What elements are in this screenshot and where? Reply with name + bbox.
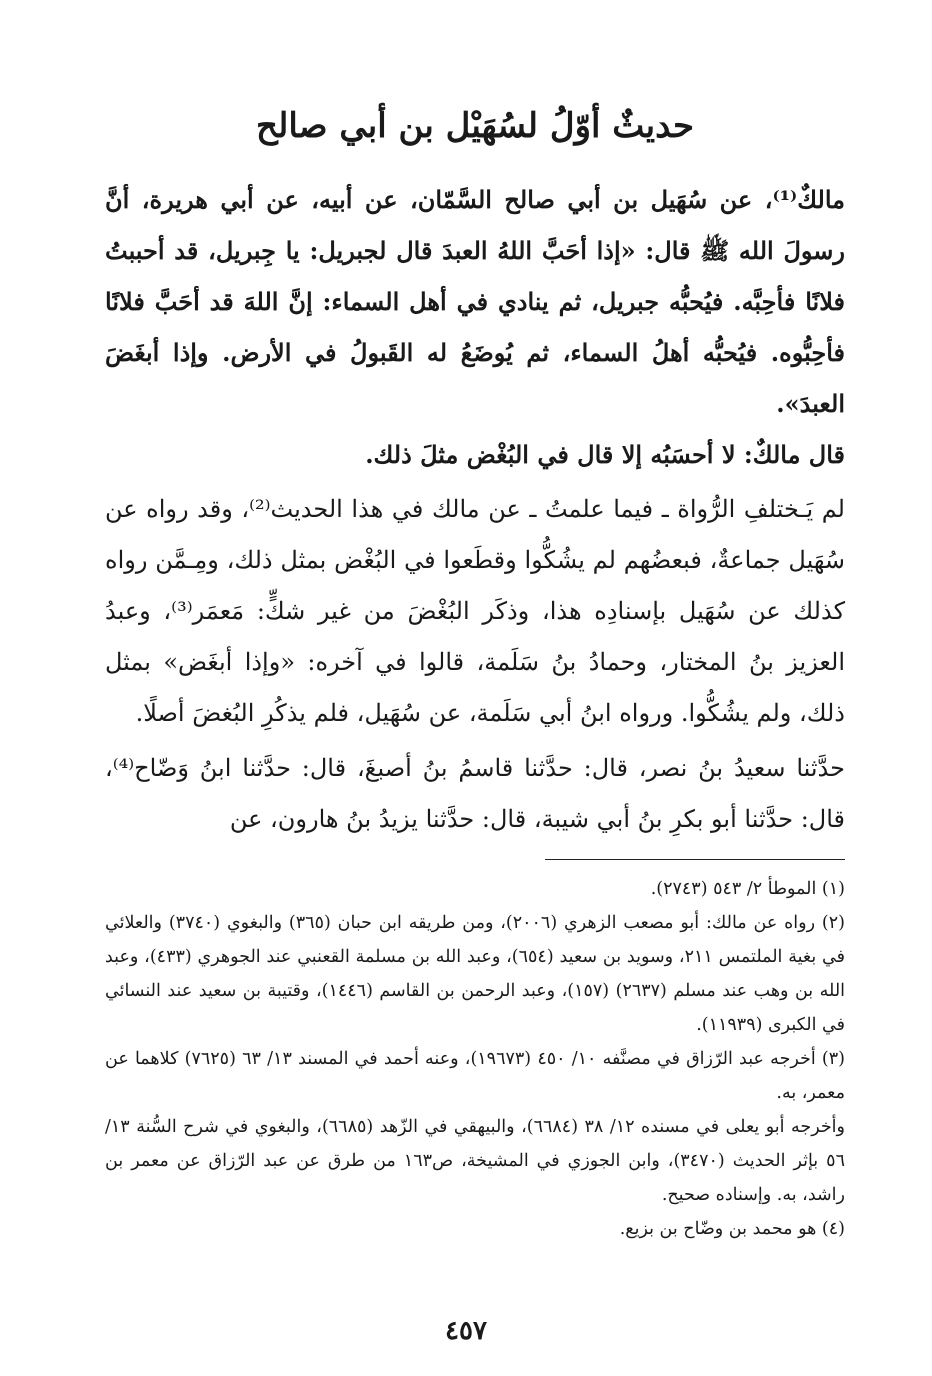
footnote-3: (٣) أخرجه عبد الرّزاق في مصنَّفه ١٠/ ٤٥٠ (١٩٦٧٣)، وعنه أحمد في المسند ١٣/ ٦٣ (٧٦٢٥) كلاهما عن معمر، به. <box>105 1049 845 1104</box>
footnotes <box>105 872 845 1246</box>
footnote-separator-wrap <box>105 845 845 872</box>
footnote-separator <box>545 859 845 860</box>
malik-comment: قال مالكٌ: لا أحسَبُه إلا قال في البُغْض مثلَ ذلك. <box>365 440 845 470</box>
chapter-title: حديثٌ أوّلُ لسُهَيْل بن أبي صالح <box>256 106 694 146</box>
footnote-4: (٤) هو محمد بن وضّاح بن بزيع. <box>619 1219 845 1240</box>
book-page <box>105 70 845 1360</box>
isnad-paragraph: حدَّثنا سعيدُ بنُ نصر، قال: حدَّثنا قاسمُ بنُ أصبغَ، قال: حدَّثنا ابنُ وَضّاح⁽⁴⁾، قال: حدَّثنا أبو بكرِ بنُ أبي شيبة، قال: حدَّثنا يزيدُ بنُ هارون، عن <box>105 754 845 834</box>
hadith-text: مالكٌ⁽¹⁾، عن سُهَيل بن أبي صالح السَّمّان، عن أبيه، عن أبي هريرة، أنَّ رسولَ الله ﷺ قال: «إذا أحَبَّ اللهُ العبدَ قال لجبريل: يا جِبريل، قد أحببتُ فلانًا فأحِبَّه. فيُحبُّه جبريل، ثم ينادي في أهل السماء: إنَّ اللهَ قد أحَبَّ فلانًا فأحِبُّوه. فيُحبُّه أهلُ السماء، ثم يُوضَعُ له القَبولُ في الأرض. وإذا أبغَضَ العبدَ». <box>105 185 845 419</box>
page-number: ٤٥٧ <box>445 1316 487 1346</box>
footnote-1: (١) الموطأ ٢/ ٥٤٣ (٢٧٤٣). <box>650 879 845 900</box>
footnote-3-continued: وأخرجه أبو يعلى في مسنده ١٢/ ٣٨ (٦٦٨٤)، والبيهقي في الزّهد (٦٦٨٥)، والبغوي في شرح السُّنة ١٣/ ٥٦ بإثر الحديث (٣٤٧٠)، وابن الجوزي في المشيخة، ص١٦٣ من طرق عن عبد الرّزاق عن معمر بن راشد، به. وإسناده صحيح. <box>105 1117 845 1206</box>
footnote-2: (٢) رواه عن مالك: أبو مصعب الزهري (٢٠٠٦)، ومن طريقه ابن حبان (٣٦٥) والبغوي (٣٧٤٠) والعلائي في بغية الملتمس ٢١١، وسويد بن سعيد (٦٥٤)، وعبد الله بن مسلمة القعنبي عند الجوهري (٤٣٣)، وعبد الله بن وهب عند مسلم (٢٦٣٧) (١٥٧)، وعبد الرحمن بن القاسم (١٤٤٦)، وقتيبة بن سعيد عند النسائي في الكبرى (١١٩٣٩). <box>105 913 846 1036</box>
commentary-paragraph: لم يَـختلفِ الرُّواة ـ فيما علمتُ ـ عن مالك في هذا الحديث⁽²⁾، وقد رواه عن سُهَيل جماعةٌ، فبعضُهم لم يشُكُّوا وقطَعوا في البُغْض بمثل ذلك، ومِـمَّن رواه كذلك عن سُهَيل بإسنادِه هذا، وذكَر البُغْضَ من غير شكٍّ: مَعمَر⁽³⁾، وعبدُ العزيز بنُ المختار، وحمادُ بنُ سَلَمة، قالوا في آخره: «وإذا أبغَض» بمثل ذلك، ولم يشُكُّوا. ورواه ابنُ أبي سَلَمة، عن سُهَيل، فلم يذكُرِ البُغضَ أصلًا. <box>105 495 845 728</box>
